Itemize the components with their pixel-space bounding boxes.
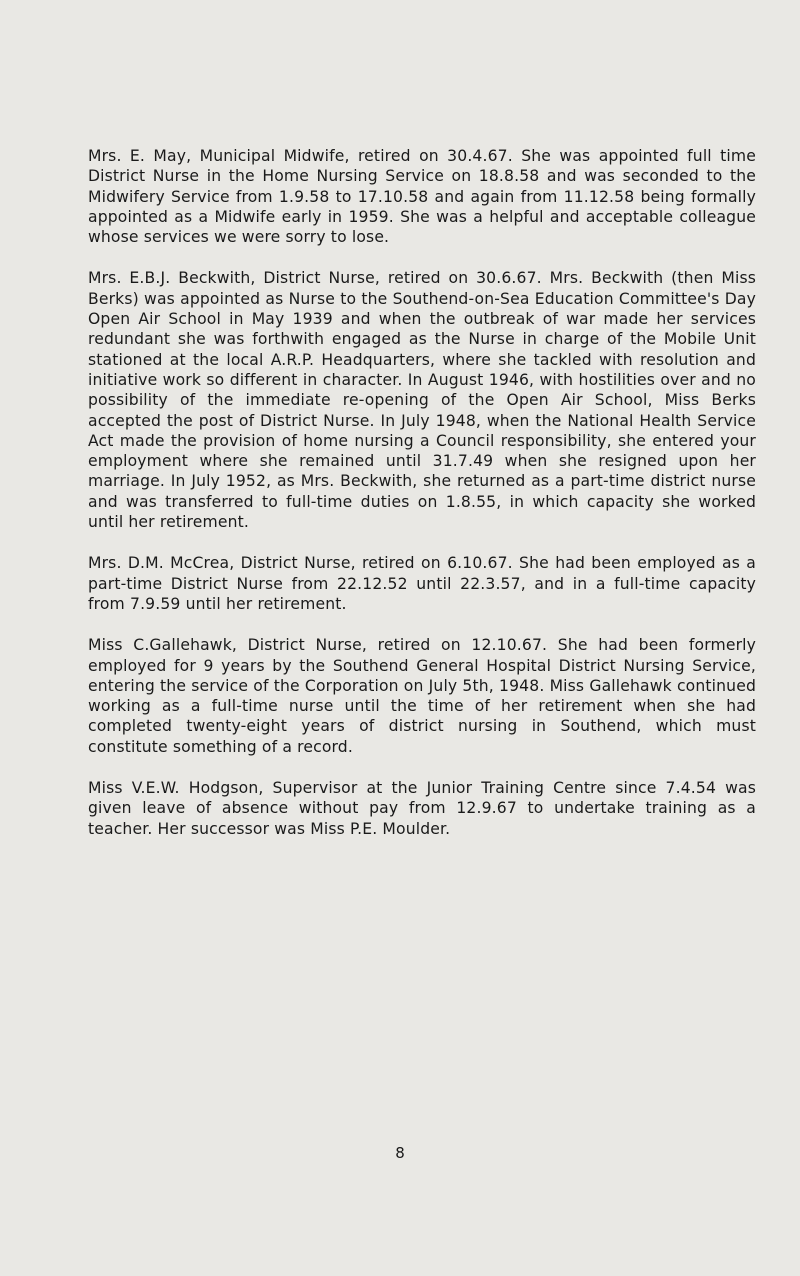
paragraph-hodgson-leave: Miss V.E.W. Hodgson, Supervisor at the Junior Training Centre since 7.4.54 was given leave of absence without pay from 12.9.67 to undertake training as a teacher. Her successor was Miss P.E. Moulder. xyxy=(88,779,756,838)
paragraph-gallehawk-retirement: Miss C.Gallehawk, District Nurse, retired on 12.10.67. She had been formerly employed for 9 years by the Southend General Hospital District Nursing Service, entering the service of the Corporation on July 5th, 1948. Miss Gallehawk continued working as a full-time nurse until the time of her retirement when she had completed twenty-eight years of district nursing in Southend, which must constitute something of a record. xyxy=(88,636,756,756)
document-body xyxy=(88,146,756,860)
page-number: 8 xyxy=(395,1144,405,1162)
paragraph-beckwith-retirement: Mrs. E.B.J. Beckwith, District Nurse, retired on 30.6.67. Mrs. Beckwith (then Miss Berks) was appointed as Nurse to the Southend-on-Sea Education Committee's Day Open Air School in May 1939 and when the outbreak of war made her services redundant she was forthwith engaged as the Nurse in charge of the Mobile Unit stationed at the local A.R.P. Headquarters, where she tackled with resolution and initiative work so different in character. In August 1946, with hostilities over and no possibility of the immediate re-opening of the Open Air School, Miss Berks accepted the post of District Nurse. In July 1948, when the National Health Service Act made the provision of home nursing a Council responsibility, she entered your employment where she remained until 31.7.49 when she resigned upon her marriage. In July 1952, as Mrs. Beckwith, she returned as a part-time district nurse and was transferred to full-time duties on 1.8.55, in which capacity she worked until her retirement. xyxy=(88,269,756,532)
paragraph-may-retirement: Mrs. E. May, Municipal Midwife, retired on 30.4.67. She was appointed full time District Nurse in the Home Nursing Service on 18.8.58 and was seconded to the Midwifery Service from 1.9.58 to 17.10.58 and again from 11.12.58 being formally appointed as a Midwife early in 1959. She was a helpful and acceptable colleague whose services we were sorry to lose. xyxy=(88,147,756,247)
paragraph-mccrea-retirement: Mrs. D.M. McCrea, District Nurse, retired on 6.10.67. She had been employed as a part-time District Nurse from 22.12.52 until 22.3.57, and in a full-time capacity from 7.9.59 until her retirement. xyxy=(88,554,756,613)
